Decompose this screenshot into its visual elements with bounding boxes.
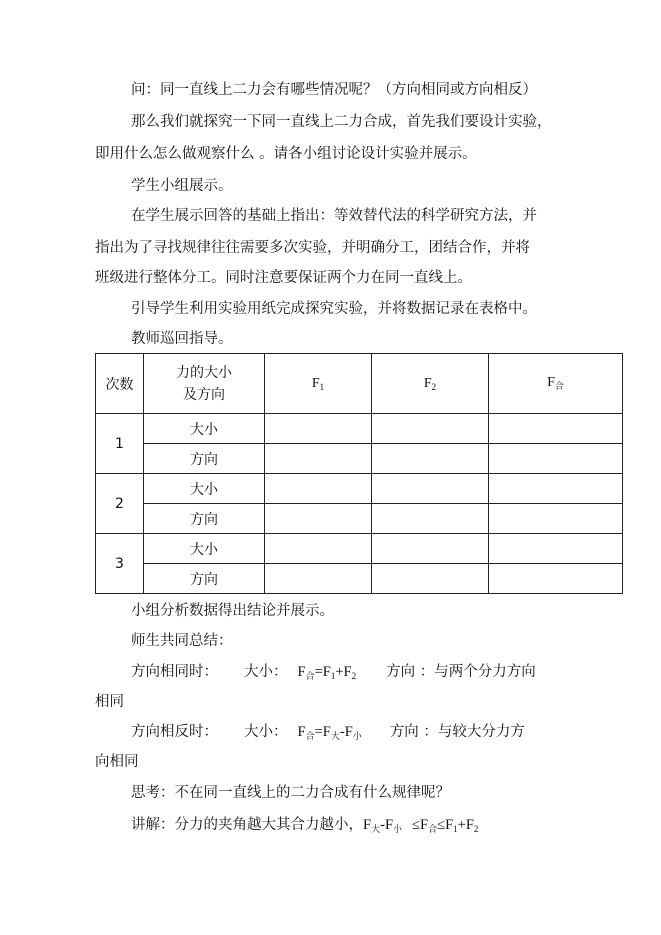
table-cell [372,564,489,594]
paragraph-point-out-3: 班级进行整体分工。同时注意要保证两个力在同一直线上。 [95,270,472,286]
table-cell [372,504,489,534]
paragraph-explain [131,815,478,839]
header-force-attr [144,354,265,414]
row-index-2: 2 [96,474,144,534]
table-cell [372,474,489,504]
header-force-attr-line1: 力的大小 [176,364,232,381]
paragraph-question: 问：同一直线上二力会有哪些情况呢？（方向相同或方向相反） [131,82,537,98]
paragraph-point-out-2: 指出为了寻找规律往往需要多次实验，并明确分工，团结合作，并将 [95,240,530,256]
table-cell [265,414,372,444]
paragraph-summary: 师生共同总结： [131,633,233,649]
row-2-dir-label: 方向 [144,504,265,534]
header-f2: $F_2$ [372,354,489,414]
experiment-table [95,353,623,594]
opposite-direction-cont: 向相同 [95,754,139,770]
table-cell [489,414,623,444]
header-force-attr-line2: 及方向 [183,386,225,403]
opposite-direction-size-label: 大小： [244,724,288,740]
paragraph-teacher-tour: 教师巡回指导。 [131,331,233,347]
table-cell [489,474,623,504]
same-direction-size-label: 大小： [244,664,288,680]
same-direction-dir: 方向 ：与两个分力方向 [386,664,536,680]
opposite-direction-line [131,722,525,746]
paragraph-group-analysis: 小组分析数据得出结论并展示。 [131,603,334,619]
explain-text: 讲解：分力的夹角越大其合力越小， [131,817,363,833]
table-cell [265,504,372,534]
table-cell [372,534,489,564]
table-cell [489,564,623,594]
table-cell [489,444,623,474]
row-index-1: 1 [96,414,144,474]
header-f1: $F_1$ [265,354,372,414]
paragraph-explore-2: 即用什么怎么做观察什么 。请各小组讨论设计实验并展示。 [95,146,477,162]
paragraph-student-show: 学生小组展示。 [131,178,233,194]
opposite-direction-label: 方向相反时： [131,724,218,740]
row-1-size-label: 大小 [144,414,265,444]
row-index-3: 3 [96,534,144,594]
row-3-dir-label: 方向 [144,564,265,594]
header-count: 次数 [96,354,144,414]
same-direction-line [131,662,536,686]
same-direction-formula: $F_合=F_1+F_2$ [297,664,357,681]
table-cell [489,504,623,534]
table-cell [265,444,372,474]
row-1-dir-label: 方向 [144,444,265,474]
explain-formula: $F_大-F_小 \le F_合\le F_1+F_2$ [363,817,479,834]
table-cell [489,534,623,564]
same-direction-label: 方向相同时： [131,664,218,680]
opposite-direction-dir: 方向 ：与较大分力方 [389,724,525,740]
opposite-direction-formula: $F_合=F_大-F_小$ [297,724,362,741]
row-2-size-label: 大小 [144,474,265,504]
table-cell [372,414,489,444]
table-cell [265,564,372,594]
paragraph-guide: 引导学生利用实验用纸完成探究实验，并将数据记录在表格中。 [131,301,537,317]
row-3-size-label: 大小 [144,534,265,564]
same-direction-cont: 相同 [95,694,124,710]
header-f-resultant: $F_合$ [489,354,623,414]
table-cell [372,444,489,474]
paragraph-think: 思考：不在同一直线上的二力合成有什么规律呢？ [131,785,450,801]
paragraph-point-out-1: 在学生展示回答的基础上指出：等效替代法的科学研究方法，并 [131,208,537,224]
table-cell [265,534,372,564]
table-cell [265,474,372,504]
paragraph-explore-1: 那么我们就探究一下同一直线上二力合成，首先我们要设计实验， [131,114,552,130]
